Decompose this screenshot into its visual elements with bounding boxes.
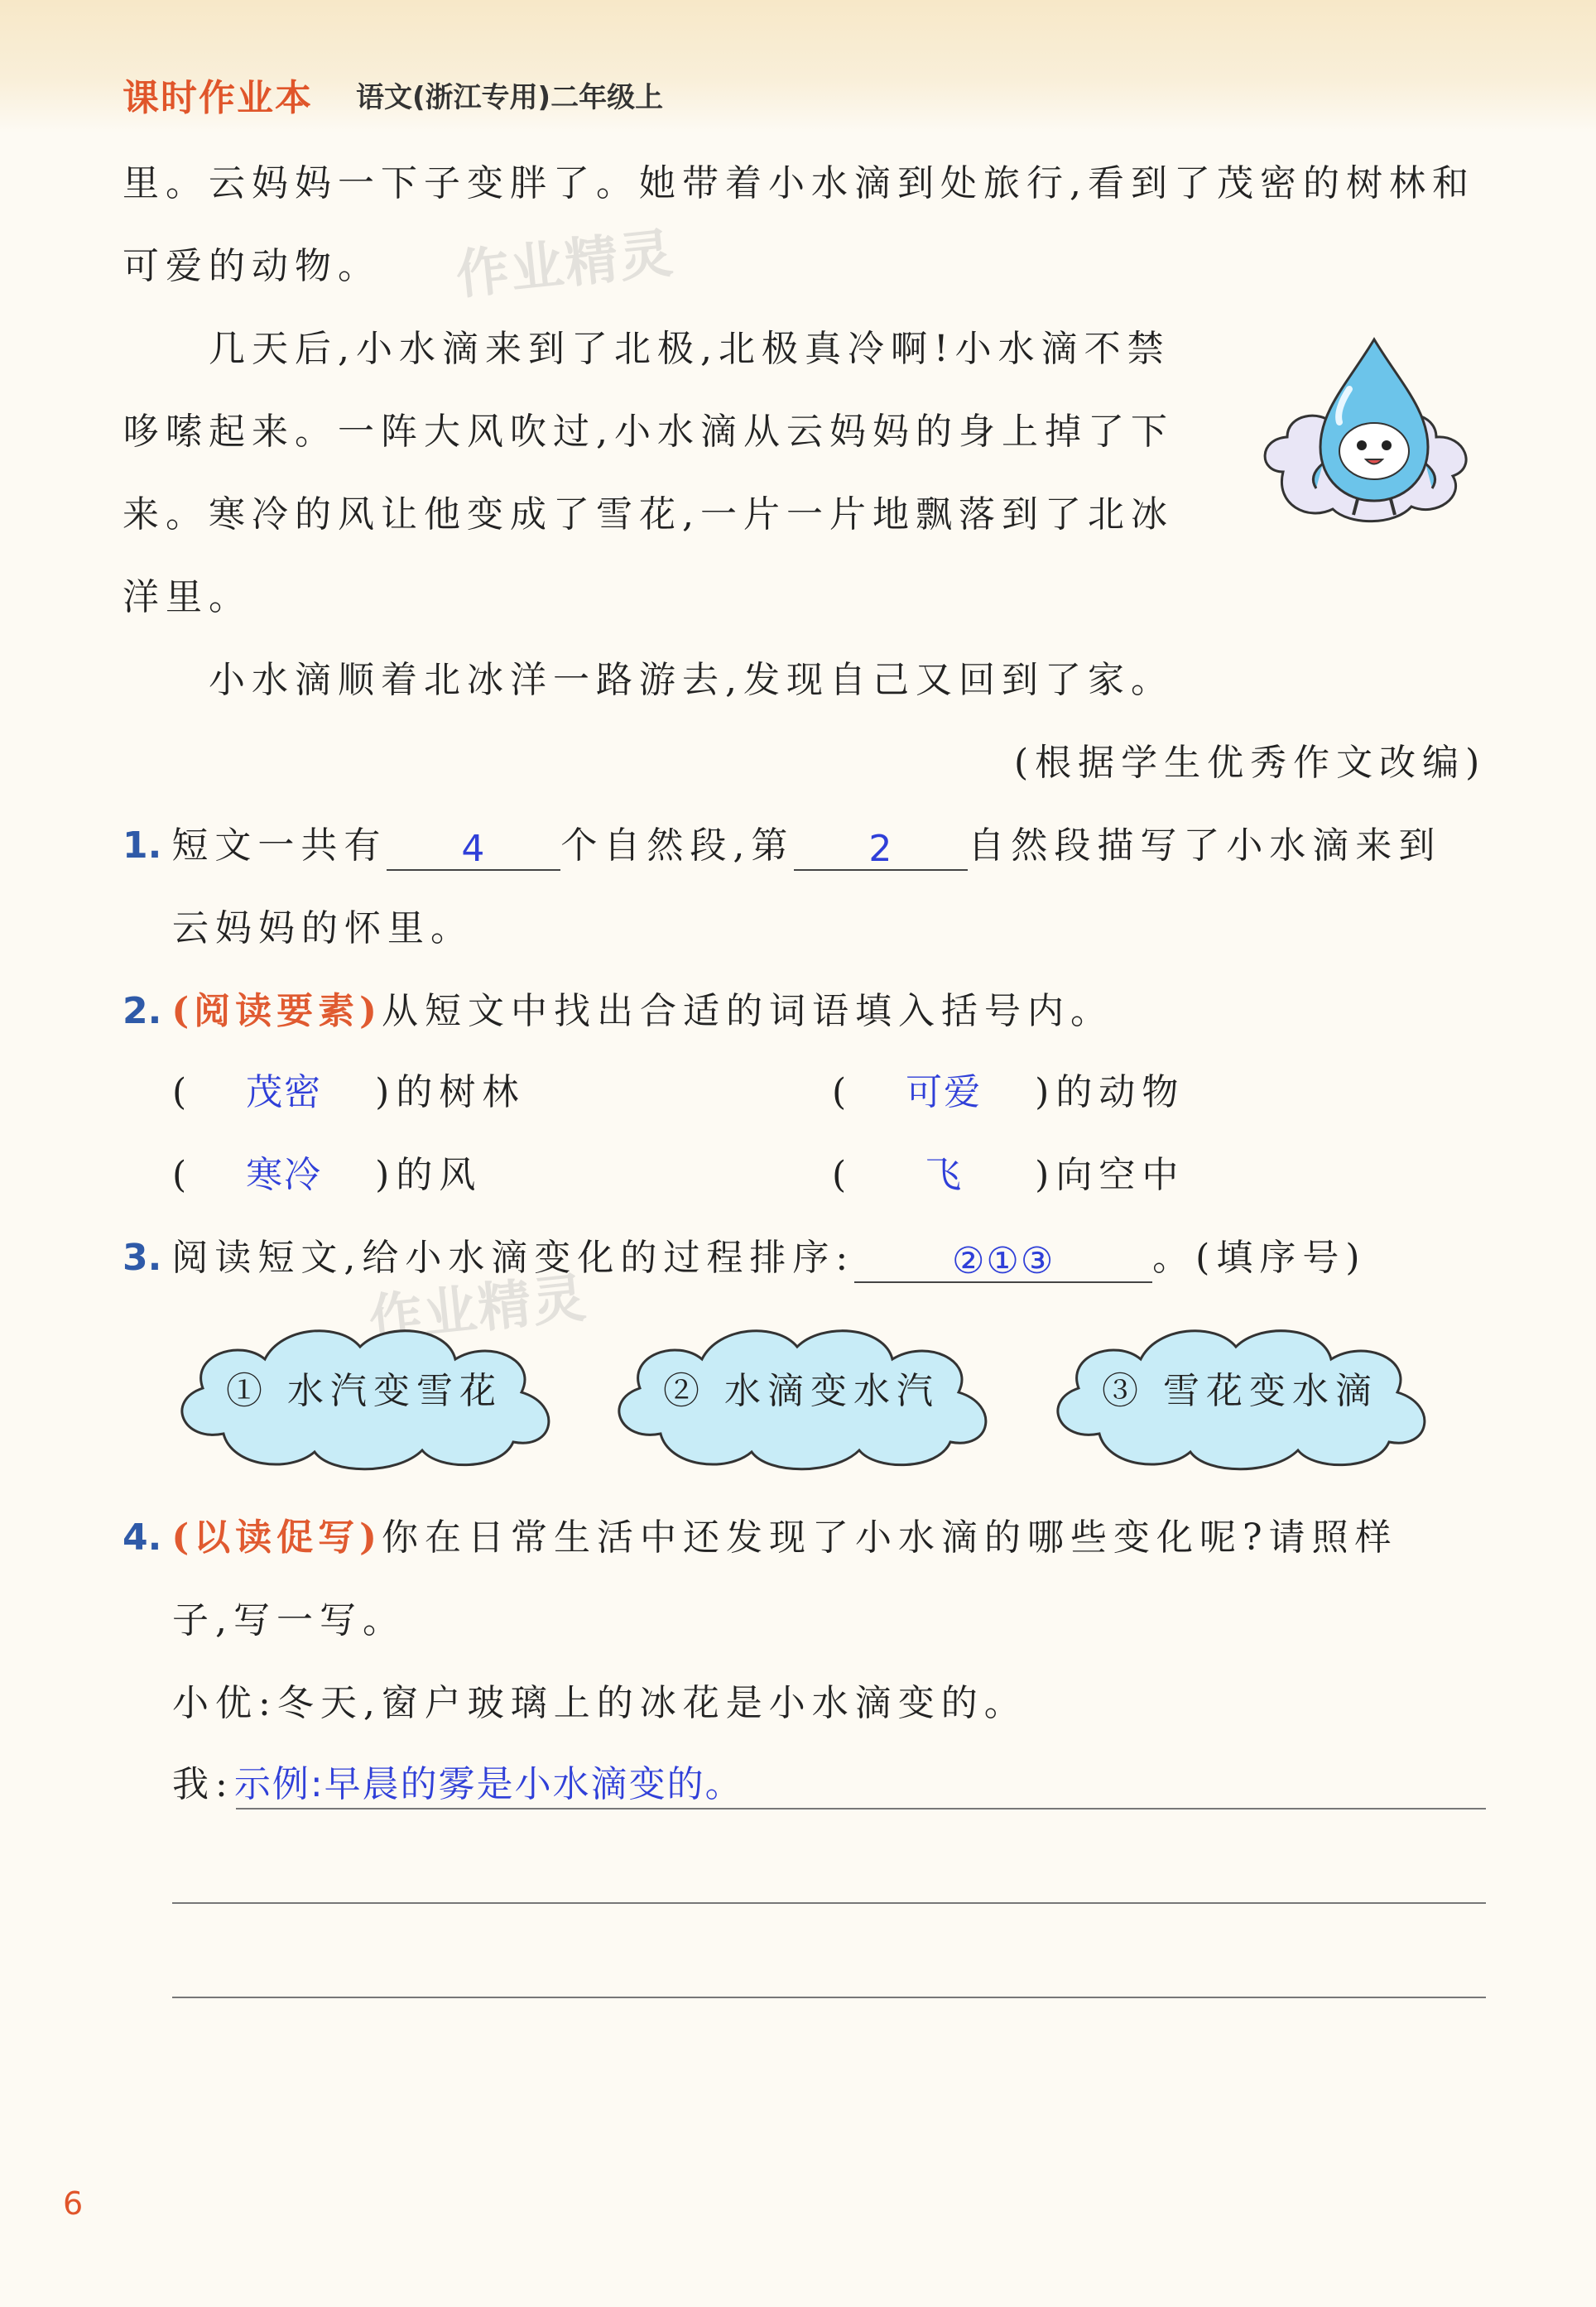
question-2-item-1 (172, 1068, 525, 1117)
open-paren: ( (172, 1154, 194, 1196)
question-4-line2: 子,写一写。 (172, 1599, 406, 1641)
question-2-item-4 (832, 1151, 1185, 1200)
question-2-suffix-4: )向空中 (1035, 1154, 1185, 1196)
cloud-option-2 (603, 1310, 1000, 1475)
water-drop-mascot-illustration (1250, 331, 1498, 546)
question-1-number: 1. (123, 824, 162, 867)
question-2-item-2 (832, 1068, 1185, 1117)
answer-line-2 (172, 1902, 1486, 1904)
answer-line-3 (172, 1997, 1486, 1998)
book-subtitle: 语文(浙江专用)二年级上 (356, 81, 664, 114)
open-paren: ( (172, 1071, 194, 1113)
question-3-number: 3. (123, 1237, 162, 1279)
question-3-text: 阅读短文,给小水滴变化的过程排序: (171, 1237, 855, 1279)
question-1-answer-a[interactable]: 4 (387, 824, 560, 871)
question-2 (123, 987, 1113, 1036)
passage-p2-line3: 来。寒冷的风让他变成了雪花,一片一片地飘落到了北冰 (123, 493, 1174, 536)
passage-p3-line1: 小水滴顺着北冰洋一路游去,发现自己又回到了家。 (209, 659, 1174, 701)
cloud-option-3-text: ③ 雪花变水滴 (1102, 1370, 1378, 1412)
question-3-answer[interactable]: ②①③ (854, 1237, 1152, 1283)
passage-p2-line2: 哆嗦起来。一阵大风吹过,小水滴从云妈妈的身上掉了下 (123, 411, 1174, 453)
passage-source: (根据学生优秀作文改编) (1014, 742, 1487, 784)
question-2-item-3 (172, 1151, 482, 1200)
watermark: 作业精灵 (453, 223, 677, 307)
question-2-number: 2. (123, 990, 162, 1032)
question-2-answer-4[interactable]: 飞 (925, 1154, 964, 1196)
question-1-text-c: 自然段描写了小水滴来到 (968, 824, 1442, 867)
question-4-my-answer (172, 1760, 743, 1810)
question-2-suffix-3: )的风 (375, 1154, 483, 1196)
question-4-text: 你在日常生活中还发现了小水滴的哪些变化呢?请照样 (381, 1516, 1398, 1559)
watermark: 作业精灵 (366, 1267, 590, 1352)
cloud-option-2-text: ② 水滴变水汽 (663, 1370, 940, 1412)
cloud-option-1-text: ① 水汽变雪花 (226, 1370, 502, 1412)
page-number: 6 (63, 2185, 84, 2222)
passage-p2-line1: 几天后,小水滴来到了北极,北极真冷啊!小水滴不禁 (209, 328, 1171, 370)
question-4-tag: (以读促写) (171, 1516, 382, 1559)
question-1-text-a: 短文一共有 (171, 824, 387, 867)
cloud-option-1 (166, 1310, 563, 1475)
passage-p1-line1: 里。云妈妈一下子变胖了。她带着小水滴到处旅行,看到了茂密的树林和 (123, 162, 1475, 204)
question-2-text: 从短文中找出合适的词语填入括号内。 (381, 990, 1113, 1032)
question-2-suffix-1: )的树林 (375, 1071, 526, 1113)
question-2-tag: (阅读要素) (171, 990, 382, 1032)
question-4-example: 小优:冬天,窗户玻璃上的冰花是小水滴变的。 (172, 1682, 1027, 1724)
passage-p1-line2: 可爱的动物。 (123, 245, 381, 287)
question-4-number: 4. (123, 1516, 162, 1559)
book-name: 课时作业本 (123, 77, 313, 119)
cloud-option-3 (1041, 1310, 1439, 1475)
question-2-answer-3[interactable]: 寒冷 (246, 1154, 323, 1196)
open-paren: ( (832, 1071, 853, 1113)
me-label: 我: (172, 1763, 234, 1805)
answer-line-1 (236, 1808, 1486, 1810)
question-3-suffix: 。(填序号) (1152, 1237, 1367, 1279)
question-1-text-b: 个自然段,第 (560, 824, 795, 867)
question-1 (123, 821, 1441, 871)
question-2-suffix-2: )的动物 (1035, 1071, 1185, 1113)
question-2-answer-2[interactable]: 可爱 (906, 1071, 983, 1113)
question-3 (123, 1233, 1367, 1283)
open-paren: ( (832, 1154, 853, 1196)
question-4 (123, 1513, 1398, 1563)
question-1-line2: 云妈妈的怀里。 (172, 907, 474, 949)
passage-p2-line4: 洋里。 (123, 576, 252, 618)
question-2-answer-1[interactable]: 茂密 (246, 1071, 323, 1113)
my-answer-text[interactable]: 示例:早晨的雾是小水滴变的。 (233, 1763, 743, 1805)
question-1-answer-b[interactable]: 2 (794, 824, 968, 871)
